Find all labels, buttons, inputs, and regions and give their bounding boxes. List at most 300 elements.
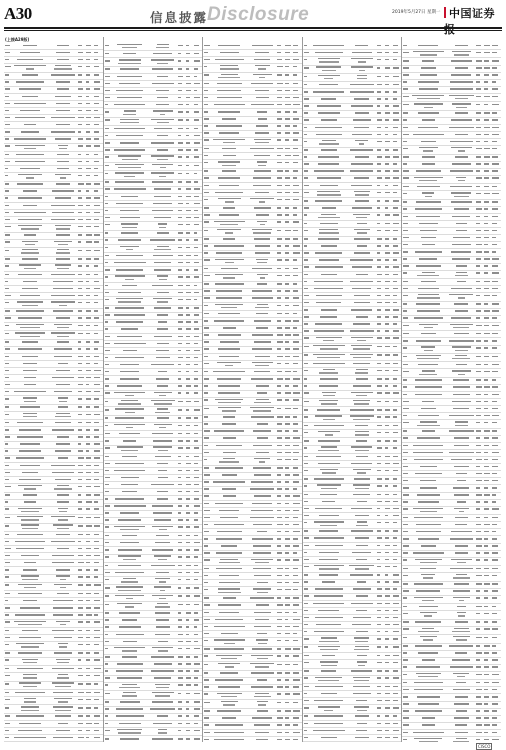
table-cell bbox=[285, 538, 290, 540]
table-row bbox=[4, 159, 103, 166]
table-cell bbox=[5, 212, 9, 214]
table-cell bbox=[385, 401, 389, 403]
table-column-1 bbox=[4, 37, 103, 742]
table-row bbox=[203, 206, 302, 213]
table-cell bbox=[5, 391, 9, 393]
table-cell-wrap bbox=[321, 403, 337, 404]
table-cell bbox=[285, 474, 289, 476]
table-row bbox=[303, 446, 402, 454]
table-cell bbox=[285, 559, 290, 561]
table-cell bbox=[186, 247, 191, 249]
table-cell bbox=[393, 670, 398, 672]
table-cell bbox=[456, 682, 466, 684]
table-cell bbox=[18, 652, 41, 654]
table-cell bbox=[5, 414, 9, 416]
table-row bbox=[203, 443, 302, 450]
table-cell bbox=[14, 65, 46, 66]
table-cell bbox=[385, 456, 391, 458]
table-cell bbox=[304, 686, 309, 688]
table-row bbox=[203, 700, 302, 708]
table-cell bbox=[293, 538, 298, 540]
table-cell bbox=[117, 76, 141, 78]
table-row bbox=[203, 213, 302, 220]
table-row bbox=[402, 346, 501, 354]
table-cell bbox=[105, 378, 110, 380]
table-row bbox=[402, 436, 501, 443]
table-cell bbox=[413, 732, 444, 734]
table-cell-wrap bbox=[424, 350, 432, 351]
table-cell bbox=[78, 265, 82, 267]
table-cell bbox=[393, 470, 398, 472]
table-cell bbox=[293, 52, 297, 54]
table-cell bbox=[220, 517, 237, 519]
table-cell bbox=[320, 223, 338, 225]
table-row bbox=[4, 224, 103, 232]
table-cell bbox=[385, 207, 389, 209]
table-cell-wrap bbox=[417, 98, 440, 99]
table-cell bbox=[377, 354, 382, 356]
table-cell bbox=[285, 633, 290, 635]
table-cell bbox=[86, 66, 90, 68]
table-cell bbox=[403, 717, 408, 719]
table-cell-wrap bbox=[225, 365, 233, 366]
table-cell bbox=[223, 416, 236, 418]
table-cell bbox=[285, 423, 290, 425]
table-row bbox=[203, 662, 302, 670]
table-cell bbox=[403, 265, 409, 267]
table-cell bbox=[484, 208, 488, 210]
table-cell bbox=[285, 568, 288, 570]
table-row bbox=[203, 88, 302, 95]
table-cell bbox=[223, 238, 235, 240]
table-cell bbox=[484, 141, 488, 143]
table-cell-wrap bbox=[158, 732, 168, 733]
table-cell bbox=[114, 505, 146, 507]
table-cell bbox=[351, 463, 372, 465]
table-cell bbox=[56, 103, 70, 105]
table-cell bbox=[86, 265, 89, 267]
table-cell bbox=[304, 59, 307, 61]
table-cell bbox=[353, 400, 370, 401]
table-cell bbox=[353, 469, 371, 470]
table-row bbox=[4, 728, 103, 735]
table-cell bbox=[418, 652, 438, 654]
table-cell bbox=[194, 433, 199, 435]
table-cell bbox=[105, 104, 109, 106]
table-row bbox=[104, 341, 203, 348]
table-cell bbox=[393, 463, 399, 465]
table-cell bbox=[120, 119, 139, 120]
table-row bbox=[104, 570, 203, 577]
table-row bbox=[203, 596, 302, 603]
table-cell bbox=[78, 110, 82, 112]
table-row bbox=[104, 81, 203, 88]
table-cell bbox=[57, 548, 69, 550]
table-cell bbox=[415, 379, 443, 381]
table-cell bbox=[420, 421, 436, 422]
table-cell bbox=[452, 659, 470, 661]
table-row bbox=[203, 716, 302, 723]
table-cell bbox=[420, 612, 437, 613]
table-cell bbox=[285, 672, 290, 674]
table-row bbox=[4, 658, 103, 666]
table-cell-wrap bbox=[322, 472, 336, 473]
table-cell bbox=[420, 487, 438, 489]
table-cell bbox=[492, 186, 496, 188]
table-cell bbox=[256, 739, 268, 741]
table-cell bbox=[350, 281, 373, 283]
table-cell bbox=[304, 84, 307, 86]
table-row bbox=[203, 169, 302, 176]
table-cell-wrap bbox=[359, 70, 365, 71]
table-cell bbox=[178, 604, 183, 606]
table-cell bbox=[492, 237, 496, 239]
table-cell bbox=[304, 370, 308, 372]
table-cell bbox=[252, 538, 273, 540]
table-cell bbox=[186, 173, 190, 175]
table-cell-wrap bbox=[157, 63, 168, 64]
table-cell bbox=[377, 440, 381, 442]
table-cell bbox=[120, 364, 138, 366]
table-cell bbox=[78, 103, 82, 105]
table-cell bbox=[422, 628, 434, 629]
table-row bbox=[402, 651, 501, 658]
table-cell bbox=[186, 45, 190, 47]
table-cell bbox=[293, 356, 299, 358]
table-cell bbox=[178, 203, 183, 205]
table-cell-wrap bbox=[457, 676, 465, 677]
table-cell bbox=[393, 45, 398, 47]
table-row bbox=[104, 290, 203, 297]
table-cell bbox=[86, 593, 91, 595]
table-cell bbox=[416, 265, 441, 267]
table-row bbox=[104, 201, 203, 208]
table-cell bbox=[452, 370, 471, 371]
table-cell bbox=[319, 259, 339, 261]
table-cell bbox=[277, 724, 282, 726]
table-cell bbox=[5, 584, 9, 586]
table-cell bbox=[5, 117, 10, 119]
table-cell bbox=[476, 732, 481, 734]
table-cell bbox=[313, 603, 344, 605]
table-cell bbox=[293, 619, 299, 621]
table-cell bbox=[403, 60, 408, 62]
table-cell bbox=[422, 119, 435, 121]
table-cell bbox=[451, 119, 471, 121]
table-row bbox=[4, 323, 103, 331]
table-cell bbox=[194, 188, 200, 190]
table-cell-wrap bbox=[323, 395, 335, 396]
table-cell bbox=[484, 163, 488, 165]
table-cell-wrap bbox=[125, 395, 134, 396]
table-cell bbox=[403, 659, 408, 661]
table-cell bbox=[385, 409, 390, 411]
table-cell bbox=[86, 699, 91, 701]
table-cell bbox=[20, 110, 41, 112]
table-cell bbox=[86, 607, 91, 609]
table-cell bbox=[385, 501, 390, 503]
table-row bbox=[104, 707, 203, 714]
table-cell bbox=[285, 341, 289, 343]
table-cell-wrap bbox=[60, 579, 67, 580]
table-cell bbox=[318, 706, 340, 707]
table-row bbox=[402, 620, 501, 627]
table-row bbox=[4, 435, 103, 442]
table-cell bbox=[414, 682, 443, 684]
table-cell bbox=[15, 692, 46, 694]
table-cell bbox=[484, 119, 489, 121]
table-cell bbox=[476, 230, 481, 232]
table-cell-wrap bbox=[159, 279, 167, 280]
table-cell-wrap bbox=[320, 348, 337, 349]
table-cell bbox=[377, 392, 382, 394]
table-cell bbox=[314, 631, 344, 633]
table-cell-wrap bbox=[24, 401, 36, 402]
table-cell bbox=[55, 65, 71, 66]
table-cell bbox=[377, 295, 381, 297]
table-cell bbox=[86, 621, 90, 623]
table-cell bbox=[204, 283, 209, 285]
table-cell bbox=[194, 269, 198, 271]
table-row bbox=[104, 297, 203, 305]
table-cell bbox=[105, 97, 111, 99]
table-cell bbox=[57, 154, 69, 156]
table-cell bbox=[94, 274, 98, 276]
table-cell bbox=[86, 517, 91, 519]
table-row bbox=[402, 464, 501, 471]
table-cell bbox=[186, 549, 191, 551]
table-cell bbox=[178, 565, 182, 567]
table-cell bbox=[484, 501, 488, 503]
table-cell bbox=[253, 185, 271, 187]
table-cell bbox=[418, 81, 440, 83]
table-cell bbox=[178, 83, 183, 85]
table-cell bbox=[5, 525, 9, 527]
table-cell bbox=[152, 505, 174, 507]
table-cell-wrap bbox=[255, 142, 270, 143]
table-cell bbox=[178, 392, 181, 394]
table-row bbox=[203, 709, 302, 716]
table-cell bbox=[218, 392, 241, 394]
table-cell-wrap bbox=[155, 695, 170, 696]
table-cell bbox=[484, 265, 488, 267]
table-cell bbox=[355, 425, 368, 427]
table-cell bbox=[476, 96, 480, 98]
table-cell bbox=[221, 701, 238, 702]
table-cell bbox=[121, 232, 138, 234]
table-cell bbox=[457, 281, 466, 283]
table-cell bbox=[293, 430, 297, 432]
table-cell bbox=[157, 603, 168, 604]
table-row bbox=[203, 529, 302, 536]
table-cell bbox=[285, 66, 289, 68]
table-cell-wrap bbox=[357, 232, 368, 233]
table-cell bbox=[58, 145, 67, 146]
table-cell bbox=[150, 708, 174, 710]
table-cell bbox=[476, 696, 480, 698]
table-cell bbox=[254, 458, 271, 459]
table-cell bbox=[456, 272, 467, 273]
table-cell bbox=[322, 392, 336, 393]
table-cell bbox=[277, 679, 281, 681]
table-cell bbox=[105, 417, 108, 419]
table-cell bbox=[285, 702, 288, 704]
table-row bbox=[104, 355, 203, 362]
table-cell bbox=[476, 739, 479, 741]
table-cell bbox=[94, 450, 100, 452]
table-cell bbox=[403, 394, 406, 396]
table-cell bbox=[403, 45, 406, 47]
table-cell bbox=[5, 197, 8, 199]
table-cell-wrap bbox=[60, 624, 66, 625]
table-cell bbox=[293, 275, 297, 277]
table-cell bbox=[476, 590, 480, 592]
table-cell bbox=[377, 478, 382, 480]
table-cell bbox=[385, 545, 390, 547]
table-cell bbox=[377, 200, 380, 202]
table-cell bbox=[186, 97, 191, 99]
table-cell bbox=[86, 723, 92, 725]
table-cell bbox=[194, 663, 200, 665]
table-cell bbox=[186, 299, 191, 301]
table-cell bbox=[186, 60, 190, 62]
table-cell bbox=[204, 474, 209, 476]
table-cell bbox=[351, 105, 373, 107]
table-cell bbox=[186, 425, 190, 427]
table-cell bbox=[194, 579, 198, 581]
table-cell bbox=[186, 285, 191, 287]
table-cell bbox=[157, 314, 167, 316]
table-row bbox=[104, 140, 203, 147]
table-cell bbox=[94, 363, 98, 365]
table-cell bbox=[5, 652, 10, 654]
table-cell bbox=[453, 590, 469, 592]
table-cell bbox=[385, 346, 390, 348]
table-row bbox=[402, 665, 501, 672]
table-cell bbox=[194, 104, 198, 106]
table-cell bbox=[285, 363, 289, 365]
table-cell bbox=[304, 163, 309, 165]
table-cell bbox=[213, 481, 244, 483]
table-cell bbox=[416, 340, 441, 342]
table-cell-wrap bbox=[23, 416, 37, 417]
table-cell bbox=[314, 478, 344, 480]
table-cell bbox=[5, 723, 10, 725]
table-row bbox=[303, 645, 402, 653]
table-cell bbox=[178, 196, 182, 198]
table-cell bbox=[178, 111, 183, 113]
table-cell bbox=[403, 739, 406, 741]
table-cell bbox=[492, 538, 496, 540]
table-cell bbox=[377, 330, 381, 332]
table-cell bbox=[476, 408, 480, 410]
table-cell bbox=[476, 473, 481, 475]
table-cell bbox=[53, 706, 73, 707]
table-cell bbox=[285, 416, 290, 418]
table-row bbox=[4, 309, 103, 316]
table-cell bbox=[78, 555, 83, 557]
table-cell bbox=[178, 701, 182, 703]
table-cell-wrap bbox=[125, 412, 135, 413]
table-cell bbox=[78, 414, 82, 416]
table-cell bbox=[105, 440, 109, 442]
table-cell bbox=[476, 281, 479, 283]
table-row bbox=[402, 271, 501, 279]
table-row bbox=[4, 210, 103, 217]
table-cell bbox=[216, 538, 242, 540]
table-cell bbox=[257, 633, 267, 635]
table-cell bbox=[194, 519, 198, 521]
table-cell bbox=[285, 693, 290, 695]
table-cell bbox=[105, 604, 110, 606]
table-cell bbox=[194, 45, 200, 47]
table-cell bbox=[86, 52, 91, 54]
table-cell bbox=[377, 119, 382, 121]
table-row bbox=[203, 610, 302, 617]
table-cell bbox=[484, 223, 488, 225]
table-cell bbox=[476, 104, 479, 106]
table-row bbox=[402, 529, 501, 536]
table-row bbox=[4, 442, 103, 449]
table-cell bbox=[454, 717, 470, 719]
table-cell bbox=[417, 696, 440, 698]
column-divider bbox=[401, 37, 402, 742]
table-cell bbox=[403, 487, 408, 489]
table-cell bbox=[78, 154, 81, 156]
table-cell-wrap bbox=[21, 228, 39, 229]
table-cell bbox=[415, 621, 441, 623]
table-cell bbox=[204, 132, 209, 134]
table-cell bbox=[86, 45, 91, 47]
table-cell bbox=[285, 640, 289, 642]
table-cell-wrap bbox=[124, 176, 135, 177]
table-row bbox=[4, 368, 103, 375]
table-cell-wrap bbox=[18, 624, 42, 625]
table-cell bbox=[121, 477, 139, 479]
table-cell-wrap bbox=[417, 297, 440, 298]
table-cell bbox=[293, 488, 297, 490]
table-cell bbox=[403, 480, 407, 482]
table-cell bbox=[118, 292, 142, 294]
table-cell bbox=[385, 737, 390, 739]
table-cell bbox=[393, 302, 397, 304]
table-cell bbox=[422, 724, 436, 726]
table-cell bbox=[120, 378, 139, 380]
table-cell bbox=[277, 125, 280, 127]
table-cell bbox=[155, 578, 169, 579]
table-cell bbox=[56, 384, 70, 386]
table-cell bbox=[277, 238, 282, 240]
table-row bbox=[104, 163, 203, 171]
table-cell bbox=[476, 689, 481, 691]
table-cell bbox=[15, 161, 44, 163]
table-cell-wrap bbox=[126, 427, 133, 428]
table-cell bbox=[354, 177, 369, 179]
table-cell bbox=[304, 478, 308, 480]
table-cell bbox=[186, 76, 190, 78]
table-cell bbox=[377, 494, 381, 496]
table-cell bbox=[186, 656, 190, 658]
table-cell bbox=[219, 612, 239, 614]
table-cell bbox=[153, 203, 172, 205]
table-cell bbox=[204, 655, 208, 657]
table-row bbox=[303, 399, 402, 407]
table-cell bbox=[105, 519, 109, 521]
table-cell bbox=[94, 175, 98, 177]
table-cell bbox=[451, 459, 472, 461]
table-cell bbox=[254, 320, 271, 322]
table-cell bbox=[403, 303, 406, 305]
